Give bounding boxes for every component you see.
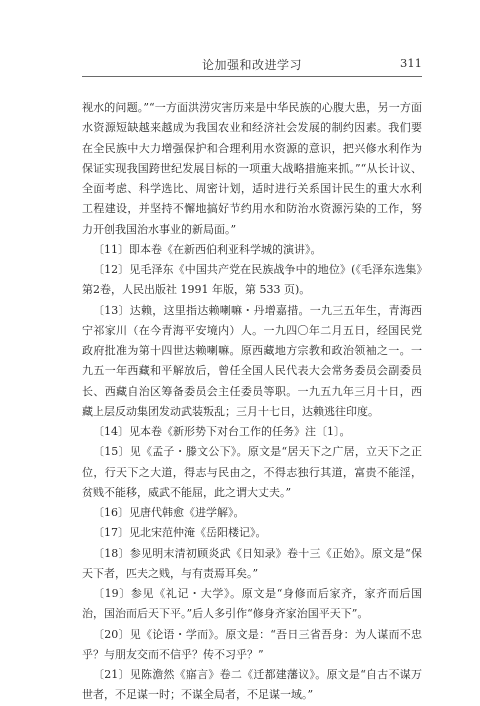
note-text: 见本卷《新形势下对台工作的任务》注〔1〕。 [129, 425, 351, 438]
note-number: 〔13〕 [93, 303, 130, 317]
continuation-paragraph: 视水的问题。”“一方面洪涝灾害历来是中华民族的心腹大患，另一方面水资源短缺越来越成为我国农业和经济社会发展的制约因素。我们要在全民族中大力增强保护和合理利用水资源的意识，把兴修水利作为保证实现我国跨世纪发展目标的一项重大战略措施来抓。”“从长计议、全面考虑、科学选比、周密计划，适时进行关系国计民生的重大水利工程建设，并坚持不懈地搞好节约用水和防治水资源污染的工作，努力开创我国治水事业的新局面。” [82, 101, 422, 236]
page-number: 311 [400, 56, 422, 70]
note-number: 〔16〕 [93, 506, 129, 519]
note-text: 见北宋范仲淹《岳阳楼记》。 [129, 526, 267, 540]
page-header [82, 54, 422, 77]
note-text: 见唐代韩愈《进学解》。 [129, 506, 245, 519]
note-17 [82, 523, 422, 543]
note-text: 即本卷《在新西伯利亚科学城的演讲》。 [129, 242, 322, 256]
note-number: 〔20〕 [93, 627, 130, 641]
note-text: 参见明末清初顾炎武《日知录》卷十三《正始》。原文是“保天下者，匹夫之贱，与有责焉耳矣。” [82, 546, 423, 580]
note-text: 达赖，这里指达赖喇嘛・丹增嘉措。一九三五年生，青海西宁祁家川（在今青海平安境内）人。一九四〇年二月五日，经国民党政府批准为第十四世达赖喇嘛。原西藏地方宗教和政治领袖之一。一九五一年西藏和平解放后，曾任全国人民代表大会常务委员会副委员长、西藏自治区筹备委员会主任委员等职。一九五九年三月十日，西藏上层反动集团发动武装叛乱；三月十七日，达赖逃往印度。 [82, 303, 422, 418]
note-text: 见毛泽东《中国共产党在民族战争中的地位》(《毛泽东选集》第2卷，人民出版社 1991 年版，第 533 页)。 [82, 263, 423, 297]
note-13 [82, 301, 422, 423]
page-body [82, 98, 422, 706]
note-20 [82, 625, 422, 666]
note-number: 〔17〕 [93, 526, 129, 540]
note-11 [82, 240, 422, 260]
note-number: 〔19〕 [93, 587, 131, 600]
note-number: 〔18〕 [93, 546, 130, 560]
note-15 [82, 442, 422, 503]
note-16 [82, 503, 422, 523]
note-text: 参见《礼记・大学》。原文是“身修而后家齐，家齐而后国治，国治而后天下平。”后人多引作“修身齐家治国平天下”。 [82, 587, 423, 621]
note-number: 〔11〕 [93, 242, 129, 256]
running-title: 论加强和改进学习 [201, 58, 302, 72]
note-number: 〔15〕 [93, 445, 130, 459]
note-text: 见《论语・学而》。原文是：“吾日三省吾身：为人谋而不忠乎？与朋友交而不信乎？传不习乎？” [82, 627, 423, 661]
note-12 [82, 260, 422, 301]
note-number: 〔21〕 [93, 668, 130, 681]
note-number: 〔12〕 [93, 263, 130, 276]
note-19 [82, 584, 422, 625]
note-18 [82, 544, 422, 585]
note-number: 〔14〕 [93, 425, 129, 438]
note-text: 见《孟子・滕文公下》。原文是“居天下之广居，立天下之正位，行天下之大道，得志与民由之，不得志独行其道，富贵不能淫，贫贱不能移，威武不能屈，此之谓大丈夫。” [82, 445, 423, 499]
note-text: 见陈澹然《寤言》卷二《迁都建藩议》。原文是“自古不谋万世者，不足谋一时；不谋全局者，不足谋一域。” [82, 668, 423, 702]
note-14 [82, 422, 422, 442]
note-21 [82, 665, 422, 706]
